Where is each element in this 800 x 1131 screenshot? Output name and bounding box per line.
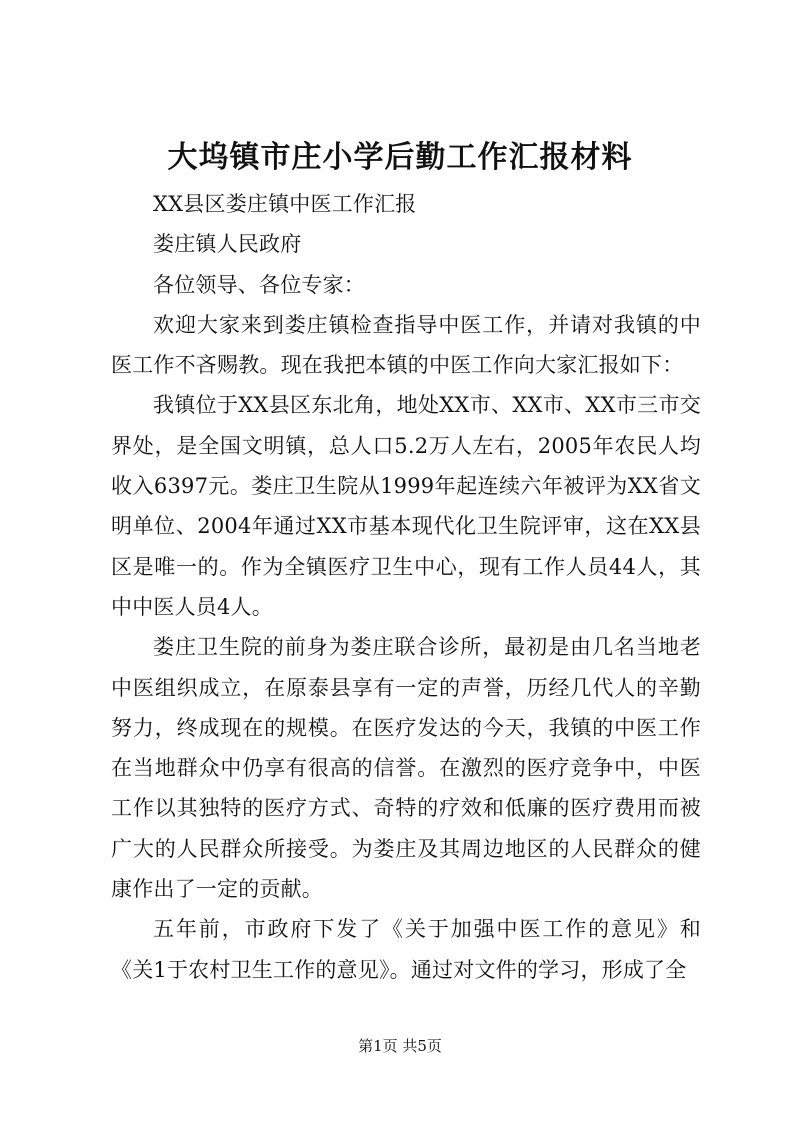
paragraph-welcome: 欢迎大家来到娄庄镇检查指导中医工作，并请对我镇的中医工作不吝赐教。现在我把本镇的中医工作向大家汇报如下： (111, 312, 701, 378)
paragraph-hospital-history: 娄庄卫生院的前身为娄庄联合诊所，最初是由几名当地老中医组织成立，在原泰县享有一定的声誉，历经几代人的辛勤努力，终成现在的规模。在医疗发达的今天，我镇的中医工作在当地群众中仍享有很高的信誉。在激烈的医疗竞争中，中医工作以其独特的医疗方式、奇特的疗效和低廉的医疗费用而被广大的人民群众所接受。为娄庄及其周边地区的人民群众的健康作出了一定的贡献。 (111, 635, 701, 902)
paragraph-salutation: 各位领导、各位专家： (153, 272, 365, 297)
page-number-footer: 第1页 共5页 (358, 1037, 442, 1055)
paragraph-town-overview: 我镇位于XX县区东北角，地处XX市、XX市、XX市三市交界处，是全国文明镇，总人口5.2万人左右，2005年农民人均收入6397元。娄庄卫生院从1999年起连续六年被评为XX省文明单位、2004年通过XX市基本现代化卫生院评审，这在XX县区是唯一的。作为全镇医疗卫生中心，现有工作人员44人，其中中医人员4人。 (111, 393, 701, 619)
paragraph-issuer: 娄庄镇人民政府 (153, 232, 302, 257)
paragraph-heading: XX县区娄庄镇中医工作汇报 (153, 192, 417, 216)
document-title: 大坞镇市庄小学后勤工作汇报材料 (167, 140, 633, 175)
document-body (111, 184, 701, 990)
paragraph-five-years-ago: 五年前，市政府下发了《关于加强中医工作的意见》和《关1于农村卫生工作的意见》。通过对文件的学习，形成了全 (111, 917, 701, 982)
